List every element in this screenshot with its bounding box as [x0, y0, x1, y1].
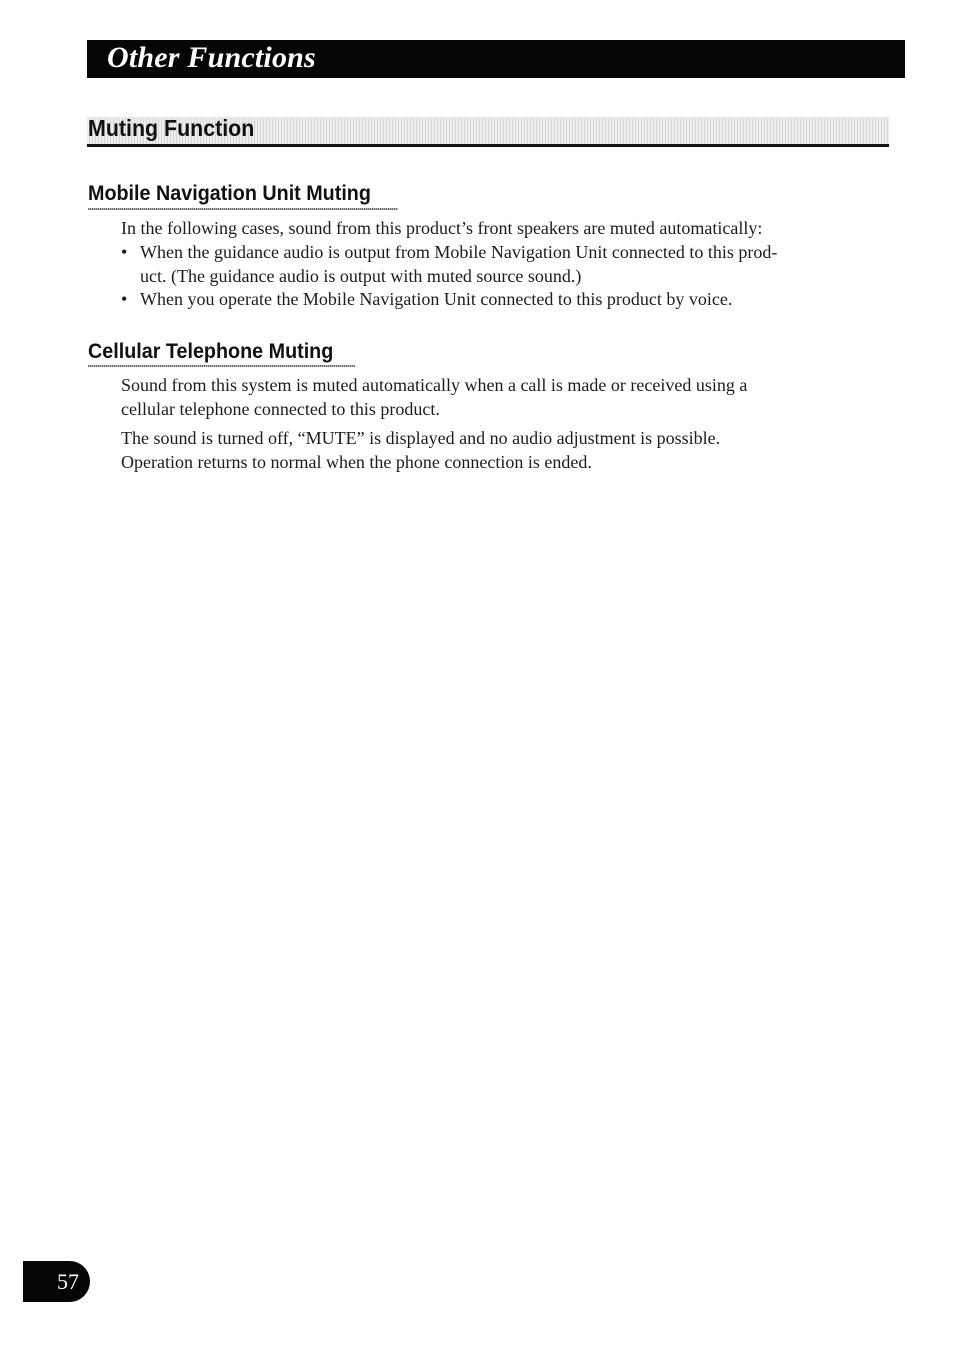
cellular-heading-rule [88, 365, 355, 367]
cellular-paragraph-1-line-1: Sound from this system is muted automatically when a call is made or received using a [121, 375, 748, 395]
chapter-title: Other Functions [107, 41, 316, 74]
bullet-icon: • [121, 242, 128, 262]
section-title: Muting Function [88, 115, 255, 141]
list-item-text: When you operate the Mobile Navigation Unit connected to this product by voice. [140, 289, 733, 309]
list-item [121, 240, 777, 264]
mobile-nav-intro: In the following cases, sound from this product’s front speakers are muted automatically: [121, 218, 763, 238]
cellular-heading: Cellular Telephone Muting [88, 340, 334, 363]
list-item-continuation: uct. (The guidance audio is output with muted source sound.) [140, 266, 582, 286]
page-number-tab [23, 1261, 90, 1302]
cellular-paragraph-2-line-2: Operation returns to normal when the phone connection is ended. [121, 452, 592, 472]
page-number: 57 [57, 1269, 79, 1294]
cellular-paragraph-2-line-1: The sound is turned off, “MUTE” is displayed and no audio adjustment is possible. [121, 428, 721, 448]
cellular-paragraph-1-line-2: cellular telephone connected to this product. [121, 399, 440, 419]
chapter-header-bar [87, 40, 905, 78]
mobile-nav-heading: Mobile Navigation Unit Muting [88, 182, 371, 205]
mobile-nav-heading-rule [88, 208, 398, 210]
bullet-icon: • [121, 289, 128, 309]
section-heading-rule [87, 144, 889, 147]
list-item [121, 287, 732, 311]
list-item-text: When the guidance audio is output from Mobile Navigation Unit connected to this prod- [140, 242, 778, 262]
